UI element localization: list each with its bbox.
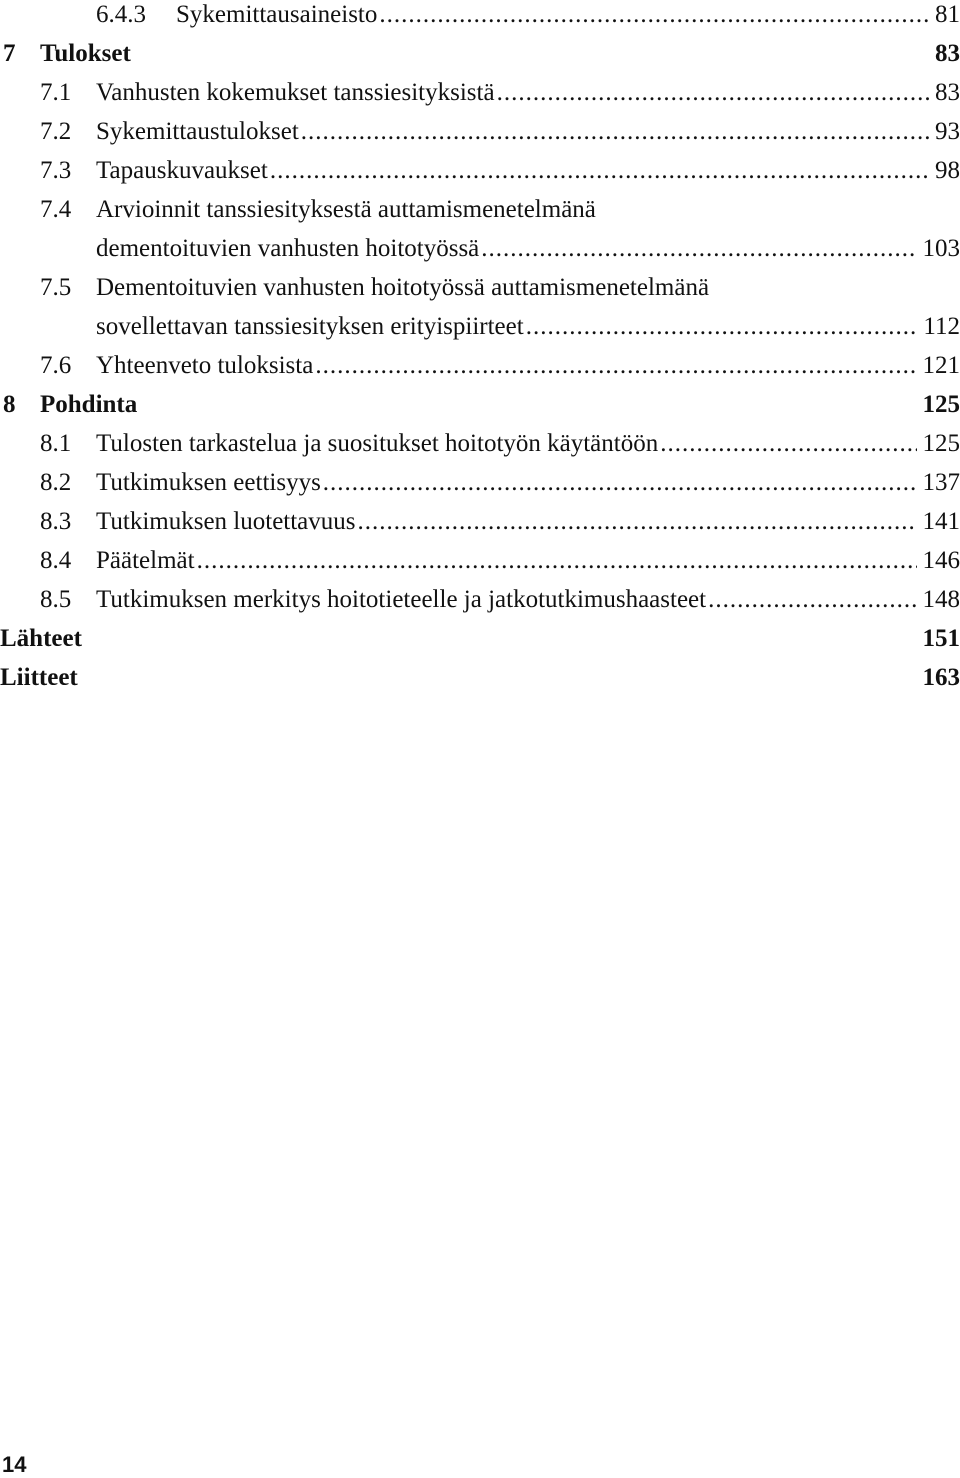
- toc-line: [96, 234, 960, 264]
- toc-title: Tapauskuvaukset: [96, 156, 268, 186]
- toc-title: sovellettavan tanssiesityksen erityispiirteet: [96, 312, 524, 342]
- toc-entry: [0, 429, 960, 468]
- toc-title: Tulokset: [40, 39, 131, 69]
- toc-page: 125: [923, 390, 960, 420]
- toc-chapter: [0, 390, 960, 429]
- toc-page: 146: [923, 546, 960, 576]
- toc-line: [96, 429, 960, 459]
- toc-title: Tutkimuksen luotettavuus: [96, 507, 356, 537]
- toc-line: [176, 0, 960, 30]
- toc-entry: [0, 0, 960, 39]
- toc-entry-continuation: [0, 312, 960, 351]
- toc-line: [40, 390, 960, 420]
- toc-entry: [0, 273, 960, 312]
- toc-page: 83: [935, 78, 960, 108]
- toc-title: dementoituvien vanhusten hoitotyössä: [96, 234, 479, 264]
- toc-page: 112: [923, 312, 960, 342]
- dot-leader: [660, 429, 916, 459]
- dot-leader: [358, 507, 917, 537]
- toc-page: 83: [935, 39, 960, 69]
- toc-line: [96, 546, 960, 576]
- toc-title-line1: Arvioinnit tanssiesityksestä auttamismenetelmänä: [96, 195, 596, 225]
- toc-page: 125: [923, 429, 960, 459]
- toc-entry: [0, 78, 960, 117]
- toc-number: 8.1: [40, 429, 71, 459]
- toc-page: 151: [923, 624, 960, 654]
- toc-entry: [0, 117, 960, 156]
- dot-leader: [481, 234, 916, 264]
- toc-line: [96, 312, 960, 342]
- toc-number: 7.3: [40, 156, 71, 186]
- dot-leader: [379, 0, 929, 30]
- dot-leader: [197, 546, 917, 576]
- toc-entry-continuation: [0, 234, 960, 273]
- toc-line: [0, 663, 960, 693]
- toc-page: 163: [923, 663, 960, 693]
- toc-entry: [0, 546, 960, 585]
- toc-line: [96, 351, 960, 381]
- toc-page: 148: [923, 585, 960, 615]
- dot-leader: [497, 78, 929, 108]
- toc-number: 8.2: [40, 468, 71, 498]
- toc-number: 7.1: [40, 78, 71, 108]
- toc-line: [40, 39, 960, 69]
- toc-title: Sykemittausaineisto: [176, 0, 377, 30]
- toc-number: 7: [3, 39, 16, 69]
- toc-line: [96, 117, 960, 147]
- toc-title: Liitteet: [0, 663, 78, 693]
- toc-page: 141: [923, 507, 960, 537]
- toc-entry: [0, 351, 960, 390]
- toc-title: Tulosten tarkastelua ja suositukset hoitotyön käytäntöön: [96, 429, 658, 459]
- toc-entry: [0, 507, 960, 546]
- dot-leader: [323, 468, 917, 498]
- toc-entry: [0, 195, 960, 234]
- toc-title: Vanhusten kokemukset tanssiesityksistä: [96, 78, 495, 108]
- toc-page: 93: [935, 117, 960, 147]
- toc-title: Lähteet: [0, 624, 82, 654]
- toc-number: 7.6: [40, 351, 71, 381]
- toc-number: 8.4: [40, 546, 71, 576]
- toc-entry: [0, 156, 960, 195]
- dot-leader: [526, 312, 918, 342]
- toc-entry: [0, 468, 960, 507]
- toc-title-line1: Dementoituvien vanhusten hoitotyössä auttamismenetelmänä: [96, 273, 709, 303]
- toc-page: 137: [923, 468, 960, 498]
- dot-leader: [270, 156, 929, 186]
- toc-number: 8: [3, 390, 16, 420]
- toc-line: [96, 468, 960, 498]
- toc-line: [96, 78, 960, 108]
- toc-number: 8.5: [40, 585, 71, 615]
- toc-chapter: [0, 39, 960, 78]
- toc-number: 6.4.3: [96, 0, 146, 30]
- toc-line: [96, 585, 960, 615]
- toc-title: Tutkimuksen eettisyys: [96, 468, 321, 498]
- toc-title: Pohdinta: [40, 390, 137, 420]
- toc-chapter: [0, 624, 960, 663]
- toc-number: 7.4: [40, 195, 71, 225]
- toc-page: 98: [935, 156, 960, 186]
- toc-entry: [0, 585, 960, 624]
- dot-leader: [708, 585, 916, 615]
- toc-page: 121: [923, 351, 960, 381]
- toc-line: [0, 624, 960, 654]
- toc-page: 81: [935, 0, 960, 30]
- page-number: 14: [2, 1452, 26, 1478]
- toc-title: Päätelmät: [96, 546, 195, 576]
- toc-line: [96, 507, 960, 537]
- toc-title: Tutkimuksen merkitys hoitotieteelle ja jatkotutkimushaasteet: [96, 585, 706, 615]
- toc-number: 7.5: [40, 273, 71, 303]
- toc-number: 7.2: [40, 117, 71, 147]
- dot-leader: [315, 351, 916, 381]
- toc-number: 8.3: [40, 507, 71, 537]
- toc-line: [96, 156, 960, 186]
- toc-title: Yhteenveto tuloksista: [96, 351, 313, 381]
- dot-leader: [301, 117, 929, 147]
- toc-chapter: [0, 663, 960, 702]
- toc-title: Sykemittaustulokset: [96, 117, 299, 147]
- toc-page: 103: [923, 234, 960, 264]
